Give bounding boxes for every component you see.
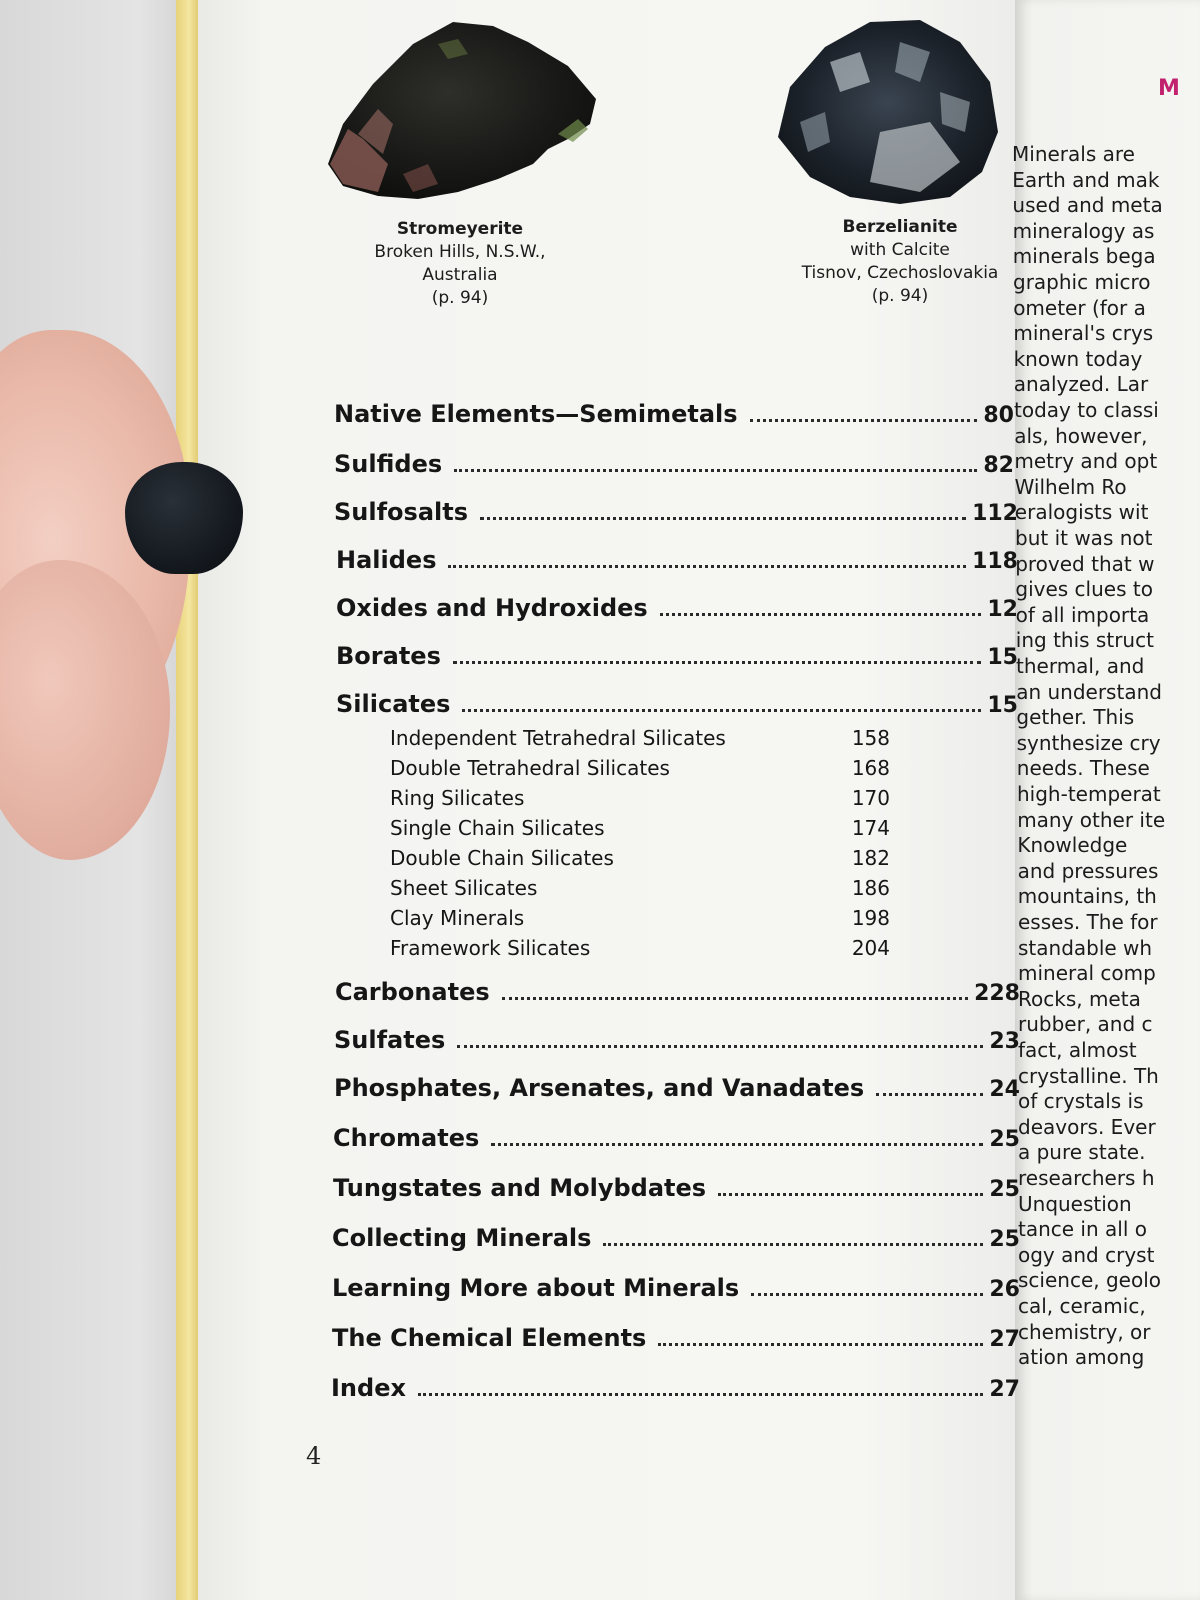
toc-sub-label: Double Tetrahedral Silicates <box>390 756 670 780</box>
toc-sub-label: Independent Tetrahedral Silicates <box>390 726 726 750</box>
toc-page: 228 <box>974 981 1020 1006</box>
toc-entry <box>336 690 1018 730</box>
toc-leader <box>462 709 981 712</box>
toc-entry <box>336 594 1018 634</box>
toc-sub-label: Ring Silicates <box>390 786 525 810</box>
right-page-line: thermal, and <box>1016 654 1145 678</box>
right-page-line: a pure state. <box>1018 1140 1146 1165</box>
right-page-line: Wilhelm Ro <box>1014 474 1127 499</box>
right-page-line: ation among <box>1018 1345 1145 1370</box>
right-page-line: proved that w <box>1015 551 1155 576</box>
right-page-line: mineral comp <box>1018 961 1156 986</box>
toc-page: 25 <box>989 1177 1020 1202</box>
toc-sub-page: 198 <box>851 906 890 930</box>
toc-subentry <box>390 786 890 814</box>
toc-label: Sulfides <box>334 450 443 478</box>
toc-leader <box>660 613 982 616</box>
toc-label: Collecting Minerals <box>332 1224 592 1252</box>
caption-line: (p. 94) <box>871 286 929 306</box>
toc-label: Silicates <box>336 690 451 718</box>
toc-entry <box>334 400 1014 440</box>
page-number: 4 <box>306 1442 322 1470</box>
toc-leader <box>876 1093 983 1096</box>
toc-entry <box>334 1074 1020 1114</box>
right-page-line: analyzed. Lar <box>1013 372 1149 397</box>
toc-entry <box>332 1274 1020 1314</box>
right-page-line: cal, ceramic, <box>1018 1294 1146 1318</box>
right-page-line: gether. This <box>1016 705 1135 730</box>
toc-leader <box>751 1293 983 1296</box>
toc-entry <box>331 1374 1020 1414</box>
right-page-line: deavors. Ever <box>1018 1114 1156 1139</box>
right-page-line: ing this struct <box>1015 628 1154 653</box>
toc-label: Learning More about Minerals <box>332 1274 740 1302</box>
right-page-line: eralogists wit <box>1014 500 1149 525</box>
toc-leader <box>718 1193 983 1196</box>
toc-sub-page: 170 <box>851 786 890 810</box>
toc-page: 118 <box>972 549 1018 574</box>
fingernail <box>125 462 243 574</box>
toc-page: 15 <box>987 645 1018 670</box>
toc-page: 25 <box>989 1227 1020 1252</box>
toc-entry <box>332 1324 1020 1364</box>
toc-entry <box>335 978 1020 1018</box>
right-page-line: science, geolo <box>1018 1268 1161 1293</box>
right-page-line: needs. These <box>1016 756 1150 781</box>
toc-subentry <box>390 726 890 754</box>
right-page-line: Unquestion <box>1018 1191 1132 1216</box>
right-page-line: Minerals are <box>1012 142 1135 166</box>
right-page-line: als, however, <box>1014 423 1148 448</box>
toc-label: Sulfosalts <box>334 498 468 526</box>
toc-entry <box>332 1224 1020 1264</box>
toc-subentry <box>390 816 890 844</box>
right-page-line: mineralogy as <box>1012 218 1155 243</box>
toc-page: 27 <box>989 1327 1020 1352</box>
right-page-line: of crystals is <box>1018 1089 1144 1114</box>
toc-leader <box>502 997 968 1000</box>
toc-entry <box>334 1026 1020 1066</box>
right-page-line: fact, almost <box>1018 1038 1137 1062</box>
toc-leader <box>454 469 977 472</box>
toc-leader <box>448 565 966 568</box>
toc-label: Borates <box>336 642 441 670</box>
right-page-line: mountains, th <box>1017 884 1157 909</box>
right-page-line: known today <box>1013 346 1143 371</box>
toc-sub-label: Double Chain Silicates <box>390 846 614 870</box>
toc-leader <box>418 1393 983 1396</box>
book-spine <box>176 0 198 1600</box>
right-page-line: researchers h <box>1018 1166 1155 1190</box>
right-page-line: rubber, and c <box>1018 1012 1153 1037</box>
toc-label: Tungstates and Molybdates <box>333 1174 707 1202</box>
toc-leader <box>453 661 982 664</box>
stromeyerite-caption <box>350 218 570 310</box>
toc-page: 24 <box>989 1077 1020 1102</box>
berzelianite-caption <box>786 216 1014 308</box>
toc-label: Chromates <box>333 1124 480 1152</box>
toc-page: 15 <box>987 693 1018 718</box>
toc-entry <box>336 642 1018 682</box>
mineral-name: Stromeyerite <box>396 219 524 239</box>
right-page-line: mineral's crys <box>1013 321 1154 346</box>
right-page-line: but it was not <box>1015 526 1153 550</box>
toc-page: 25 <box>989 1127 1020 1152</box>
right-page-line: Rocks, meta <box>1018 986 1141 1011</box>
right-page-line: minerals bega <box>1012 244 1156 269</box>
right-page-line: an understand <box>1016 679 1162 704</box>
right-page-line: metry and opt <box>1014 449 1158 474</box>
toc-subentry <box>390 906 890 934</box>
mineral-name: Berzelianite <box>842 217 958 237</box>
right-page-line: chemistry, or <box>1018 1319 1151 1344</box>
toc-entry <box>334 498 1018 538</box>
right-page-line: ometer (for a <box>1013 295 1146 320</box>
toc-sub-page: 182 <box>851 846 890 870</box>
caption-line: (p. 94) <box>431 288 489 308</box>
toc-page: 82 <box>983 453 1014 478</box>
stromeyerite-image <box>318 14 603 204</box>
toc-page: 80 <box>983 403 1014 428</box>
toc-label: Sulfates <box>334 1026 446 1054</box>
toc-entry <box>334 450 1014 490</box>
caption-line: with Calcite <box>850 240 950 260</box>
toc-label: The Chemical Elements <box>332 1324 647 1352</box>
toc-sub-label: Sheet Silicates <box>390 876 538 900</box>
right-page-line: graphic micro <box>1013 270 1151 294</box>
toc-sub-label: Framework Silicates <box>390 936 591 960</box>
right-page-line: esses. The for <box>1018 910 1158 934</box>
right-page-line: synthesize cry <box>1016 730 1161 755</box>
toc-sub-page: 158 <box>851 726 890 750</box>
right-page-line: high-temperat <box>1017 782 1161 806</box>
toc-subentry <box>390 756 890 784</box>
right-page-line: tance in all o <box>1018 1217 1147 1242</box>
right-page-line: Earth and mak <box>1012 167 1160 192</box>
caption-line: Broken Hills, N.S.W., <box>374 242 546 262</box>
toc-sub-page: 204 <box>851 936 890 960</box>
right-page-line: and pressures <box>1017 858 1159 883</box>
berzelianite-image <box>770 12 1000 207</box>
toc-entry <box>336 546 1018 586</box>
toc-subentry <box>390 936 890 964</box>
toc-subentry <box>390 846 890 874</box>
toc-sub-page: 174 <box>851 816 890 840</box>
toc-leader <box>750 419 978 422</box>
toc-leader <box>457 1045 983 1048</box>
toc-label: Index <box>331 1374 406 1402</box>
right-page-line: ogy and cryst <box>1018 1242 1155 1267</box>
right-page-line: many other ite <box>1017 807 1166 832</box>
caption-line: Tisnov, Czechoslovakia <box>801 263 999 283</box>
toc-label: Halides <box>336 546 437 574</box>
toc-page: 112 <box>972 501 1018 526</box>
right-page-line: Knowledge <box>1017 833 1128 858</box>
right-page-line: gives clues to <box>1015 577 1153 602</box>
toc-entry <box>333 1174 1020 1214</box>
toc-leader <box>658 1343 983 1346</box>
toc-entry <box>333 1124 1020 1164</box>
toc-page: 27 <box>989 1377 1020 1402</box>
toc-label: Phosphates, Arsenates, and Vanadates <box>334 1074 865 1102</box>
toc-sub-label: Clay Minerals <box>390 906 525 930</box>
toc-sub-page: 168 <box>851 756 890 780</box>
right-page-line: today to classi <box>1014 398 1159 422</box>
toc-subentry <box>390 876 890 904</box>
caption-line: Australia <box>422 265 498 285</box>
right-page-line: crystalline. Th <box>1018 1063 1159 1088</box>
toc-leader <box>491 1143 983 1146</box>
toc-page: 12 <box>987 597 1018 622</box>
toc-leader <box>480 517 966 520</box>
right-page-line: of all importa <box>1015 602 1150 627</box>
right-page-line: standable wh <box>1018 935 1153 960</box>
toc-leader <box>603 1243 983 1246</box>
toc-page: 26 <box>989 1277 1020 1302</box>
toc-sub-label: Single Chain Silicates <box>390 816 605 840</box>
toc-label: Oxides and Hydroxides <box>336 594 648 622</box>
toc-page: 23 <box>989 1029 1020 1054</box>
toc-label: Native Elements—Semimetals <box>334 400 738 428</box>
right-page-heading: M <box>1158 76 1180 101</box>
toc-label: Carbonates <box>335 978 490 1006</box>
toc-sub-page: 186 <box>851 876 890 900</box>
right-page-line: used and meta <box>1012 193 1163 218</box>
